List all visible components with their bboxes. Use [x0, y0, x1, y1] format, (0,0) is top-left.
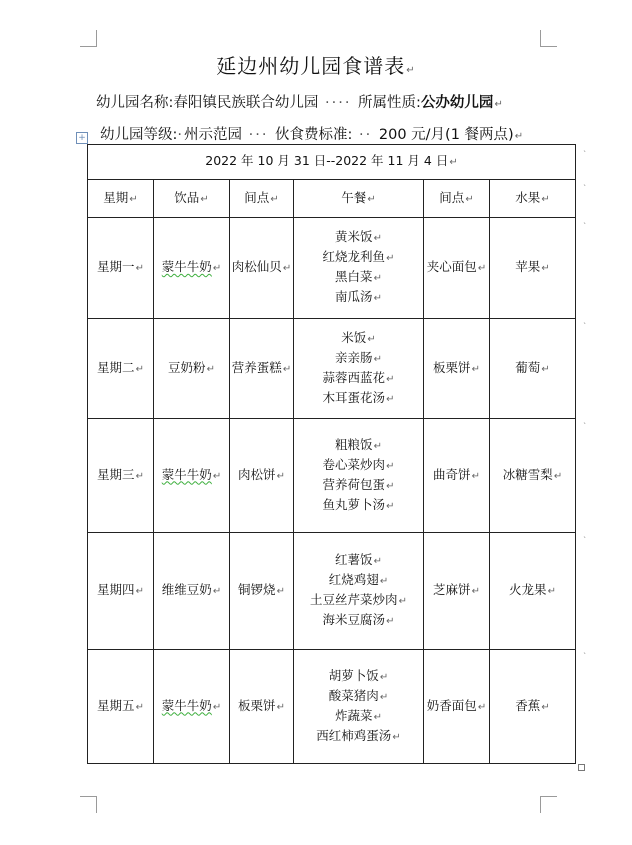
lunch-item-text: 南瓜汤 [335, 289, 373, 304]
lunch-item-text: 黄米饭 [335, 229, 373, 244]
paragraph-mark-icon: ↵ [398, 596, 407, 607]
cell-mark-icon: ↵ [392, 731, 401, 743]
header-row [88, 180, 576, 218]
tab-dots: ··· [242, 127, 276, 143]
lunch-item [294, 591, 423, 611]
lunch-item-text: 黑白菜 [335, 269, 373, 284]
cell-mark-icon: ↵ [135, 363, 144, 375]
snack1-text: 肉松饼 [238, 466, 276, 482]
cell-mark-icon: ↵ [135, 470, 144, 482]
lunch-item [294, 551, 423, 571]
day-cell[interactable] [88, 533, 154, 650]
lunch-item [294, 687, 423, 707]
lunch-item [294, 456, 423, 476]
paragraph-mark-icon: ↵ [373, 711, 382, 723]
kindergarten-info-line-1 [96, 91, 503, 112]
table-row-tuesday [88, 319, 576, 419]
drink-cell[interactable] [154, 533, 230, 650]
header-text: 间点 [439, 189, 465, 205]
cell-mark-icon: ↵ [541, 701, 550, 713]
cell-mark-icon: ↵ [367, 193, 376, 205]
cell-mark-icon: ↵ [386, 500, 395, 512]
snack1-text: 板栗饼 [238, 697, 276, 713]
snack1-cell[interactable] [230, 419, 294, 533]
snack2-text: 芝麻饼 [433, 582, 471, 597]
paragraph-mark-icon: ↵ [373, 556, 382, 567]
cell-mark-icon: ↵ [547, 586, 556, 597]
cell-mark-icon: ↵ [212, 701, 222, 713]
paragraph-mark-icon: ↵ [386, 480, 395, 492]
drink-text: 蒙牛牛奶 [161, 697, 212, 713]
drink-text: 蒙牛牛奶 [161, 466, 212, 482]
lunch-item-text: 营养荷包蛋 [322, 476, 386, 492]
drink-cell[interactable] [154, 419, 230, 533]
snack1-cell[interactable] [230, 218, 294, 319]
cell-mark-icon: ↵ [276, 701, 285, 713]
paragraph-mark-icon: ↵ [373, 233, 382, 244]
lunch-item-text: 蒜蓉西蓝花 [322, 369, 386, 385]
header-text: 饮品 [174, 189, 200, 205]
drink-cell[interactable] [154, 218, 230, 319]
cell-mark-icon: ↵ [212, 586, 222, 597]
lunch-item [294, 248, 423, 268]
lunch-cell[interactable] [294, 319, 424, 419]
drink-text: 维维豆奶 [161, 582, 212, 597]
lunch-item [294, 476, 423, 496]
day-text: 星期二 [97, 359, 135, 375]
lunch-item-text: 海米豆腐汤 [322, 612, 386, 627]
paragraph-mark-icon: ↵ [406, 65, 416, 76]
lunch-item-text: 酸菜猪肉 [328, 687, 379, 703]
row-end-mark-icon: ˋ [583, 184, 587, 193]
snack2-cell[interactable] [424, 419, 490, 533]
cell-mark-icon: ↵ [541, 263, 550, 274]
cell-mark-icon: ↵ [386, 393, 395, 405]
header-cell-snack2[interactable] [424, 180, 490, 218]
cell-mark-icon: ↵ [477, 263, 487, 274]
header-text: 间点 [244, 189, 270, 205]
lunch-item-text: 炸蔬菜 [335, 707, 373, 723]
page-corner-mark-top-right [540, 30, 557, 47]
date-range-cell[interactable] [88, 145, 576, 180]
snack2-cell[interactable] [424, 650, 490, 764]
page-corner-mark-top-left [80, 30, 97, 47]
day-text: 星期三 [97, 466, 135, 482]
row-end-mark-icon: ˋ [583, 222, 587, 231]
snack2-text: 曲奇饼 [433, 466, 471, 482]
row-end-mark-icon: ˋ [583, 150, 587, 159]
snack2-text: 奶香面包 [426, 697, 477, 713]
fruit-cell[interactable] [490, 533, 576, 650]
tab-dots: ···· [318, 95, 359, 111]
fruit-cell[interactable] [490, 319, 576, 419]
cell-mark-icon: ↵ [206, 363, 215, 375]
lunch-item [294, 349, 423, 369]
paragraph-mark-icon: ↵ [379, 691, 389, 703]
lunch-item-text: 胡萝卜饭 [328, 667, 379, 683]
fruit-text: 香蕉 [515, 697, 541, 713]
cell-mark-icon: ↵ [282, 363, 292, 375]
lunch-item-text: 亲亲肠 [335, 349, 373, 365]
row-end-mark-icon: ˋ [583, 322, 587, 331]
nature-label: 所属性质: [358, 95, 421, 111]
table-row-monday [88, 218, 576, 319]
cell-mark-icon: ↵ [212, 263, 222, 274]
lunch-item-text: 木耳蛋花汤 [322, 389, 386, 405]
table-row-friday [88, 650, 576, 764]
name-label: 幼儿园名称: [96, 95, 174, 111]
cell-mark-icon: ↵ [135, 263, 144, 274]
cell-mark-icon: ↵ [276, 586, 285, 597]
snack2-cell[interactable] [424, 218, 490, 319]
cell-mark-icon: ↵ [553, 470, 563, 482]
drink-text: 蒙牛牛奶 [161, 259, 212, 274]
header-text: 星期 [103, 189, 129, 205]
cell-mark-icon: ↵ [471, 363, 480, 375]
lunch-item [294, 228, 423, 248]
lunch-item [294, 288, 423, 308]
cell-mark-icon: ↵ [541, 363, 550, 375]
cell-mark-icon: ↵ [477, 701, 487, 713]
day-cell[interactable] [88, 650, 154, 764]
paragraph-mark-icon: ↵ [386, 373, 395, 385]
cell-mark-icon: ↵ [373, 293, 382, 304]
drink-cell[interactable] [154, 650, 230, 764]
grade-value: 州示范园 [184, 127, 242, 143]
header-cell-fruit[interactable] [490, 180, 576, 218]
cell-mark-icon: ↵ [282, 263, 292, 274]
snack2-cell[interactable] [424, 533, 490, 650]
day-cell[interactable] [88, 419, 154, 533]
header-text: 水果 [515, 189, 541, 205]
cell-mark-icon: ↵ [200, 193, 209, 205]
day-cell[interactable] [88, 319, 154, 419]
paragraph-mark-icon: ↵ [379, 671, 389, 683]
lunch-item-text: 粗粮饭 [335, 436, 373, 452]
document-title-text: 延边州幼儿园食谱表 [216, 54, 406, 78]
paragraph-mark-icon: ↵ [514, 131, 524, 142]
cell-mark-icon: ↵ [135, 586, 144, 597]
kindergarten-info-line-2 [100, 123, 523, 144]
snack1-text: 铜锣烧 [238, 582, 276, 597]
paragraph-mark-icon: ↵ [373, 353, 382, 365]
lunch-item [294, 571, 423, 591]
lunch-cell[interactable] [294, 650, 424, 764]
row-end-mark-icon: ˋ [583, 422, 587, 431]
drink-text: 豆奶粉 [168, 359, 206, 375]
fruit-cell[interactable] [490, 218, 576, 319]
cell-mark-icon: ↵ [471, 470, 480, 482]
row-end-mark-icon: ˋ [583, 536, 587, 545]
header-cell-lunch[interactable] [294, 180, 424, 218]
cell-mark-icon: ↵ [135, 701, 144, 713]
fee-label: 伙食费标准: [275, 127, 353, 143]
row-end-mark-icon: ˋ [583, 652, 587, 661]
cell-mark-icon: ↵ [212, 470, 222, 482]
lunch-item-text: 土豆丝芹菜炒肉 [310, 592, 398, 607]
day-cell[interactable] [88, 218, 154, 319]
header-cell-drink[interactable] [154, 180, 230, 218]
paragraph-mark-icon: ↵ [367, 333, 376, 345]
snack2-cell[interactable] [424, 319, 490, 419]
snack1-cell[interactable] [230, 319, 294, 419]
snack1-cell[interactable] [230, 533, 294, 650]
document-title [0, 50, 632, 79]
table-row-thursday [88, 533, 576, 650]
lunch-cell[interactable] [294, 533, 424, 650]
lunch-item [294, 707, 423, 727]
table-move-handle-icon[interactable]: + [76, 132, 88, 144]
day-text: 星期四 [97, 582, 135, 597]
day-text: 星期一 [97, 259, 135, 274]
date-row [88, 145, 576, 180]
lunch-item [294, 436, 423, 456]
nature-value: 公办幼儿园 [420, 95, 494, 111]
lunch-item [294, 268, 423, 288]
snack1-cell[interactable] [230, 650, 294, 764]
lunch-item [294, 727, 423, 747]
fruit-text: 葡萄 [515, 359, 541, 375]
paragraph-mark-icon: ↵ [494, 99, 503, 110]
paragraph-mark-icon: ↵ [386, 460, 395, 472]
fruit-cell[interactable] [490, 650, 576, 764]
name-value: 春阳镇民族联合幼儿园 [173, 95, 319, 111]
paragraph-mark-icon: ↵ [386, 253, 395, 264]
lunch-item [294, 389, 423, 409]
fruit-cell[interactable] [490, 419, 576, 533]
date-range-text: 2022 年 10 月 31 日--2022 年 11 月 4 日 [205, 153, 449, 168]
grade-label: 幼儿园等级: [100, 127, 178, 143]
drink-cell[interactable] [154, 319, 230, 419]
lunch-cell[interactable] [294, 419, 424, 533]
cell-mark-icon: ↵ [270, 193, 279, 205]
snack2-text: 板栗饼 [433, 359, 471, 375]
paragraph-mark-icon: ↵ [373, 440, 382, 452]
fruit-text: 苹果 [515, 259, 541, 274]
fee-value: 200 元/月(1 餐两点) [378, 127, 514, 143]
cell-mark-icon: ↵ [541, 193, 550, 205]
lunch-item-text: 红烧龙利鱼 [322, 249, 386, 264]
fruit-text: 火龙果 [509, 582, 547, 597]
page-corner-mark-bottom-left [80, 796, 97, 813]
space-dot: · [177, 127, 184, 143]
table-resize-handle-icon[interactable] [578, 764, 585, 771]
menu-table [87, 144, 576, 764]
snack2-text: 夹心面包 [426, 259, 477, 274]
cell-mark-icon: ↵ [449, 157, 458, 168]
lunch-item-text: 米饭 [341, 329, 367, 345]
header-text: 午餐 [341, 189, 367, 205]
page-corner-mark-bottom-right [540, 796, 557, 813]
lunch-item-text: 卷心菜炒肉 [322, 456, 386, 472]
cell-mark-icon: ↵ [471, 586, 480, 597]
paragraph-mark-icon: ↵ [379, 576, 389, 587]
cell-mark-icon: ↵ [276, 470, 285, 482]
cell-mark-icon: ↵ [386, 616, 395, 627]
paragraph-mark-icon: ↵ [373, 273, 382, 284]
lunch-item [294, 611, 423, 631]
lunch-item [294, 496, 423, 516]
cell-mark-icon: ↵ [465, 193, 474, 205]
cell-mark-icon: ↵ [129, 193, 138, 205]
day-text: 星期五 [97, 697, 135, 713]
header-cell-snack1[interactable] [230, 180, 294, 218]
header-cell-weekday[interactable] [88, 180, 154, 218]
fruit-text: 冰糖雪梨 [502, 466, 553, 482]
lunch-item-text: 鱼丸萝卜汤 [322, 496, 386, 512]
tab-dots: ·· [352, 127, 379, 143]
lunch-cell[interactable] [294, 218, 424, 319]
lunch-item-text: 红薯饭 [335, 552, 373, 567]
lunch-item [294, 667, 423, 687]
lunch-item [294, 369, 423, 389]
snack1-text: 肉松仙贝 [231, 259, 282, 274]
snack1-text: 营养蛋糕 [231, 359, 282, 375]
lunch-item [294, 329, 423, 349]
lunch-item-text: 西红柿鸡蛋汤 [316, 727, 392, 743]
table-row-wednesday [88, 419, 576, 533]
lunch-item-text: 红烧鸡翅 [328, 572, 379, 587]
